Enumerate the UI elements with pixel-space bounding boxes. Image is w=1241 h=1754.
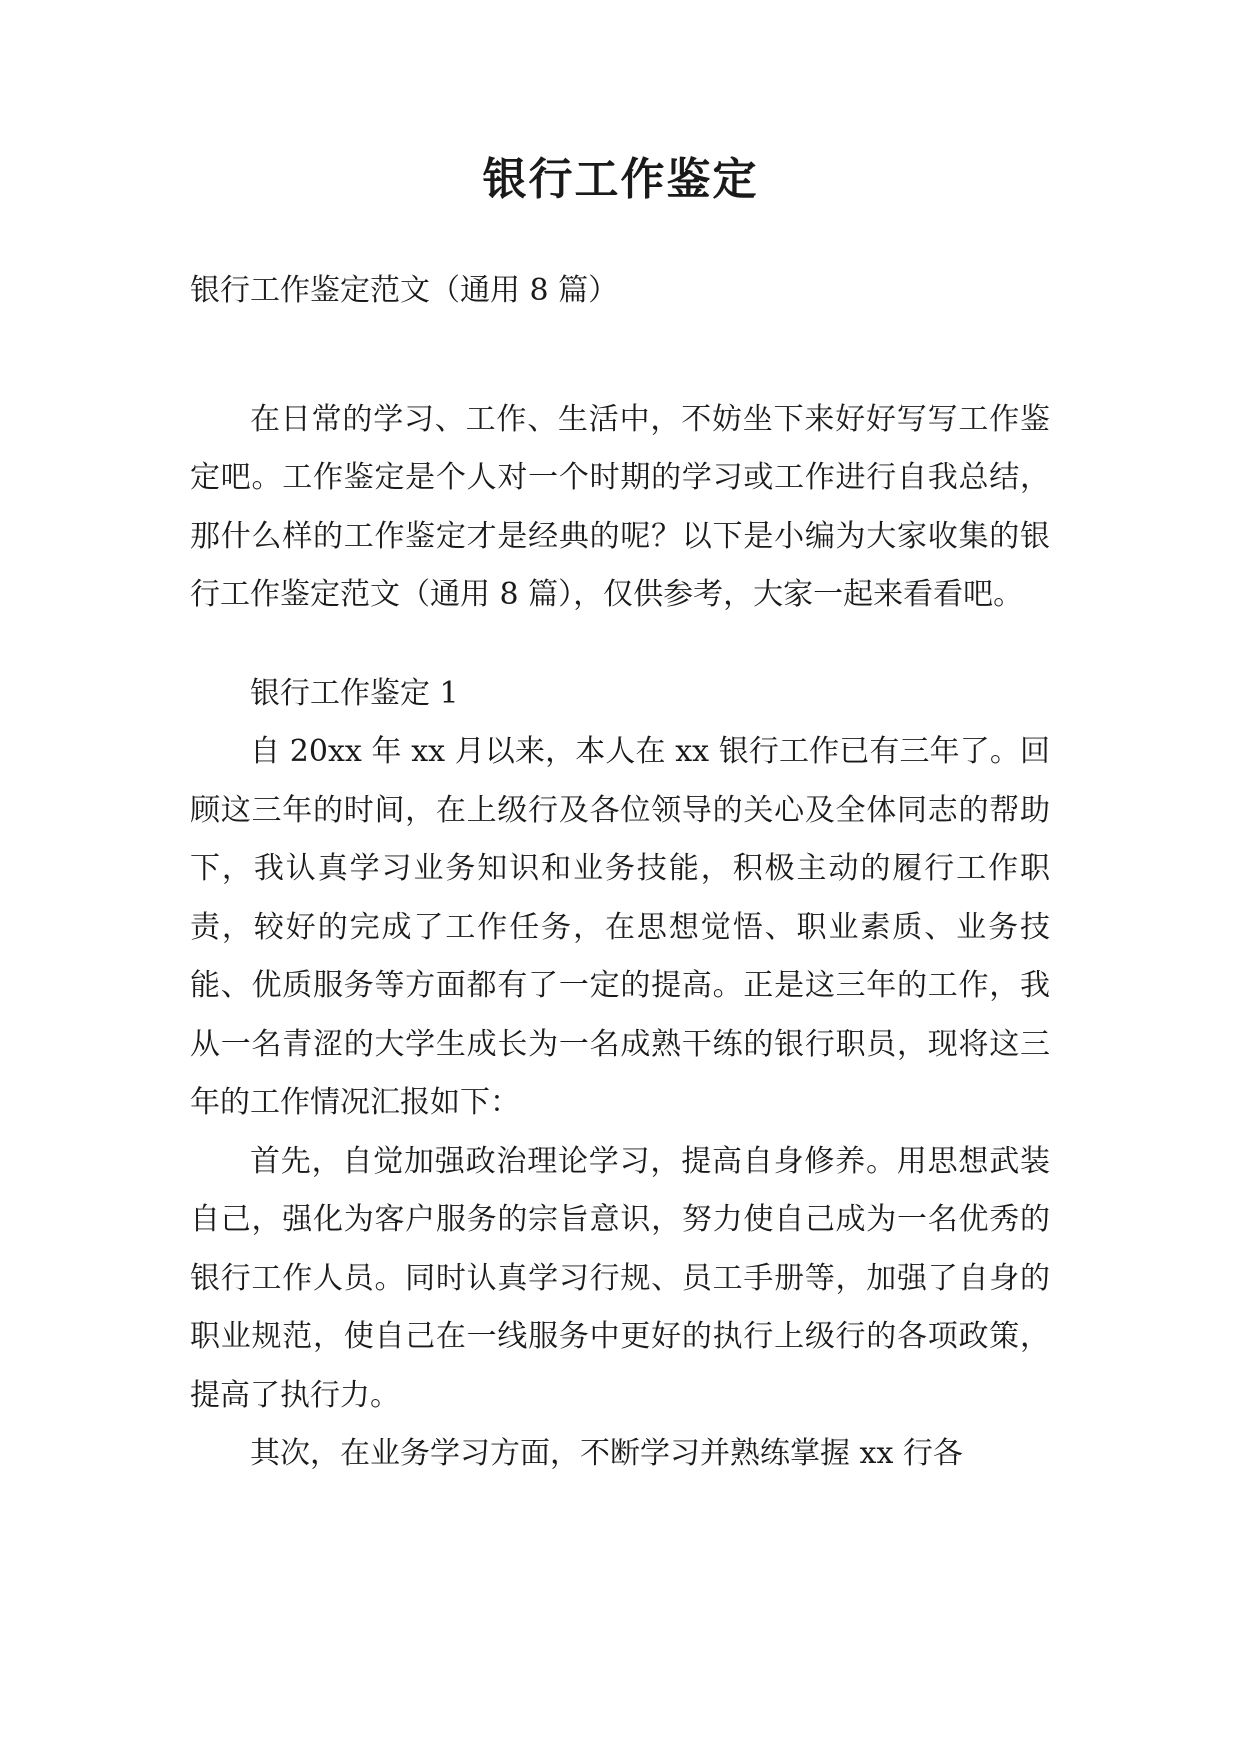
body-paragraph: 自 20xx 年 xx 月以来，本人在 xx 银行工作已有三年了。回顾这三年的时间，在上级行及各位领导的关心及全体同志的帮助下，我认真学习业务知识和业务技能，积极主动的履行工作职责，较好的完成了工作任务，在思想觉悟、职业素质、业务技能、优质服务等方面都有了一定的提高。正是这三年的工作，我从一名青涩的大学生成长为一名成熟干练的银行职员，现将这三年的工作情况汇报如下： [190, 734, 1050, 1120]
document-title: 银行工作鉴定 [482, 154, 759, 205]
intro-paragraph: 在日常的学习、工作、生活中，不妨坐下来好好写写工作鉴定吧。工作鉴定是个人对一个时期的学习或工作进行自我总结，那什么样的工作鉴定才是经典的呢？以下是小编为大家收集的银行工作鉴定范文（通用 8 篇），仅供参考，大家一起来看看吧。 [190, 401, 1050, 612]
body-paragraph: 首先，自觉加强政治理论学习，提高自身修养。用思想武装自己，强化为客户服务的宗旨意识，努力使自己成为一名优秀的银行工作人员。同时认真学习行规、员工手册等，加强了自身的职业规范，使自己在一线服务中更好的执行上级行的各项政策，提高了执行力。 [190, 1143, 1050, 1413]
section-heading: 银行工作鉴定 1 [250, 675, 459, 711]
document-body [190, 262, 1050, 1484]
body-paragraph: 其次，在业务学习方面，不断学习并熟练掌握 xx 行各 [250, 1436, 963, 1471]
document-subtitle: 银行工作鉴定范文（通用 8 篇） [190, 273, 619, 308]
